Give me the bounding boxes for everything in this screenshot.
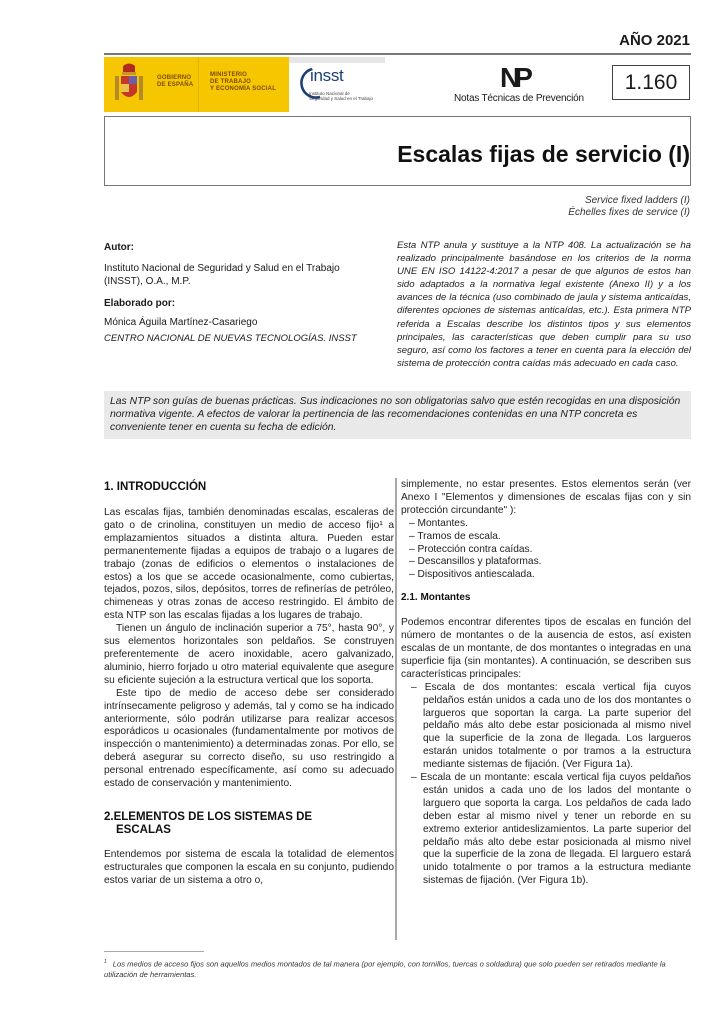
disclaimer-box [104,391,691,439]
section-1-heading: 1. INTRODUCCIÓN [104,481,207,493]
section-2-heading: 2.ELEMENTOS DE LOS SISTEMAS DE ESCALAS [104,810,313,836]
elaborado-name: Mónica Águila Martínez-Casariego [104,317,258,328]
list-item: – Protección contra caídas. [401,544,691,557]
section-2-paragraph-1: Entendemos por sistema de escala la totalidad de elementos estructurales que componen la escala en su conjunto, pudiendo estos variar de un sistema a otro o, [104,848,394,886]
ntp-logo: NP [500,62,527,93]
disclaimer-text: Las NTP son guías de buenas prácticas. Sus indicaciones no son obligatorias salvo que estén recogidas en una disposición normativa vigente. A efectos de valorar la pertinencia de las recomendaciones contenidas en una NTP concreta es conveniente tener en cuenta su fecha de edición. [110,396,681,433]
elaborado-label: Elaborado por: [104,298,176,309]
header-rule [104,53,691,55]
intro-paragraph-2: Tienen un ángulo de inclinación superior a 75°, hasta 90°, y sus elementos horizontales son peldaños. Se construyen preferentemente de acero inoxidable, acero galvanizado, aluminio, hierro forjado u otro material equivalente que asegure su eficiente sujeción a la estructura vertical que los soporta. [104,623,394,686]
ministerio-text: MINISTERIO DE TRABAJO Y ECONOMÍA SOCIAL [210,72,277,92]
footnote [104,957,694,981]
list-item: – Montantes. [401,518,691,531]
insst-logo-text: insst [310,66,344,85]
column-divider [395,478,397,940]
intro-paragraph-1: Las escalas fijas, también denominadas escalas, escaleras de gato o de crinolina, constituyen un medio de acceso fijo¹ a emplazamientos situados a distinta altura. Pueden estar permanentemente fijadas a equipos de trabajo o a lugares de trabajo (zonas de edificios o elementos o instalaciones de estos) a los que se accede ocasionalmente, como cubiertas, tejados, pozos, silos, depósitos, torres de refinerías de petróleo, chimeneas y otras zonas de acceso restringido. El ámbito de esta NTP son las escalas fijadas a los lugares de trabajo. [104,507,394,622]
author-label: Autor: [104,242,134,253]
logo-divider [198,57,199,112]
subsection-2-1-heading: 2.1. Montantes [401,592,471,604]
section-2-paragraph-continued: simplemente, no estar presentes. Estos elementos serán (ver Anexo I "Elementos y dimensiones de escalas fijas con y sin protección circundante" ): [401,479,691,516]
english-title: Service fixed ladders (I) [584,195,690,206]
gobierno-de-espana-text: GOBIERNO DE ESPAÑA [157,75,194,88]
ladder-types-list [401,682,691,889]
right-column [401,479,691,888]
document-title: Escalas fijas de servicio (I) [397,141,690,167]
list-item: – Escala de dos montantes: escala vertical fija cuyos peldaños están unidos a cada uno de los dos montantes o largueros que soportan la carga. La parte superior del peldaño más alto debe estar posicionada al mismo nivel que la superficie de la zona de llegada. Los largueros estarán unidos totalmente o por tramos a la estructura mediante sistemas de fijación. (Ver Figura 1a). [401,682,691,772]
header-grey-strip [289,57,385,63]
footnote-marker: 1 [104,959,107,965]
list-item: – Escala de un montante: escala vertical fija cuyos peldaños están unidos a cada uno de los lados del montante o larguero que soporta la carga. Los peldaños de cada lado deben estar al mismo nivel y tener un reborde en su extremo exterior antideslizamientos. La parte superior del peldaño más alto debe estar posicionada al mismo nivel que la superficie de la zona de llegada. El larguero estará unido totalmente o por tramos a la estructura mediante sistemas de fijación. (Ver Figura 1b). [401,772,691,888]
spain-coat-of-arms-icon [114,62,144,106]
list-item: – Descansillos y plataformas. [401,556,691,569]
intro-paragraph-3: Este tipo de medio de acceso debe ser considerado intrínsecamente peligroso y además, tal y como se ha indicado anteriormente, sólo podrán utilizarse para realizar accesos esporádicos u ocasionales (fundamentalmente por motivos de inspección o mantenimiento) a determinadas zonas. Por ello, se deberá asegurar su correcto diseño, su uso restringido a personal entrenado específicamente, así como su adecuado estado de conservación y mantenimiento. [104,687,394,790]
footnote-rule [104,951,204,952]
footnote-text: Los medios de acceso fijos son aquellos medios montados de tal manera (por ejemplo, con tornillos, tuercas o soldadura) que solo pueden ser retirados mediante la utilización de herramientas. [104,959,666,980]
list-item: – Dispositivos antiescalada. [401,569,691,582]
left-column [104,481,394,888]
french-title: Échelles fixes de service (I) [568,207,690,218]
ntp-caption: Notas Técnicas de Prevención [454,93,584,104]
ntp-number: 1.160 [612,65,690,100]
publication-year: AÑO 2021 [619,32,690,49]
list-item: – Tramos de escala. [401,531,691,544]
abstract: Esta NTP anula y sustituye a la NTP 408. La actualización se ha realizado principalmente basándose en los criterios de la norma UNE EN ISO 14122-4:2017 a pesar de que algunos de estos han sido adaptados a la normativa legal existente (Anexo II) y a los avances de la técnica (uso combinado de jaula y sistema anticaídas, diferentes opciones de sistemas anticaídas, etc.). Esta primera NTP referida a Escalas describe los distintos tipos y sus elementos principales, las características que deben cumplir para su uso seguro, así como los factores a tener en cuenta para la elección del sistema de protección contra caídas más adecuado en cada caso. [397,240,691,369]
elements-list [401,518,691,583]
insst-subtitle: Instituto Nacional de Seguridad y Salud en el Trabajo [309,91,374,101]
author-text: Instituto Nacional de Seguridad y Salud en el Trabajo (INSST), O.A., M.P. [104,263,340,287]
montantes-paragraph: Podemos encontrar diferentes tipos de escalas en función del número de montantes o de la ausencia de estos, así existen escalas de un montante, de dos montantes o integradas en una superficie fija (sin montantes). A continuación, se describen sus características principales: [401,617,691,680]
elaborado-center: CENTRO NACIONAL DE NUEVAS TECNOLOGÍAS. INSST [104,333,357,344]
